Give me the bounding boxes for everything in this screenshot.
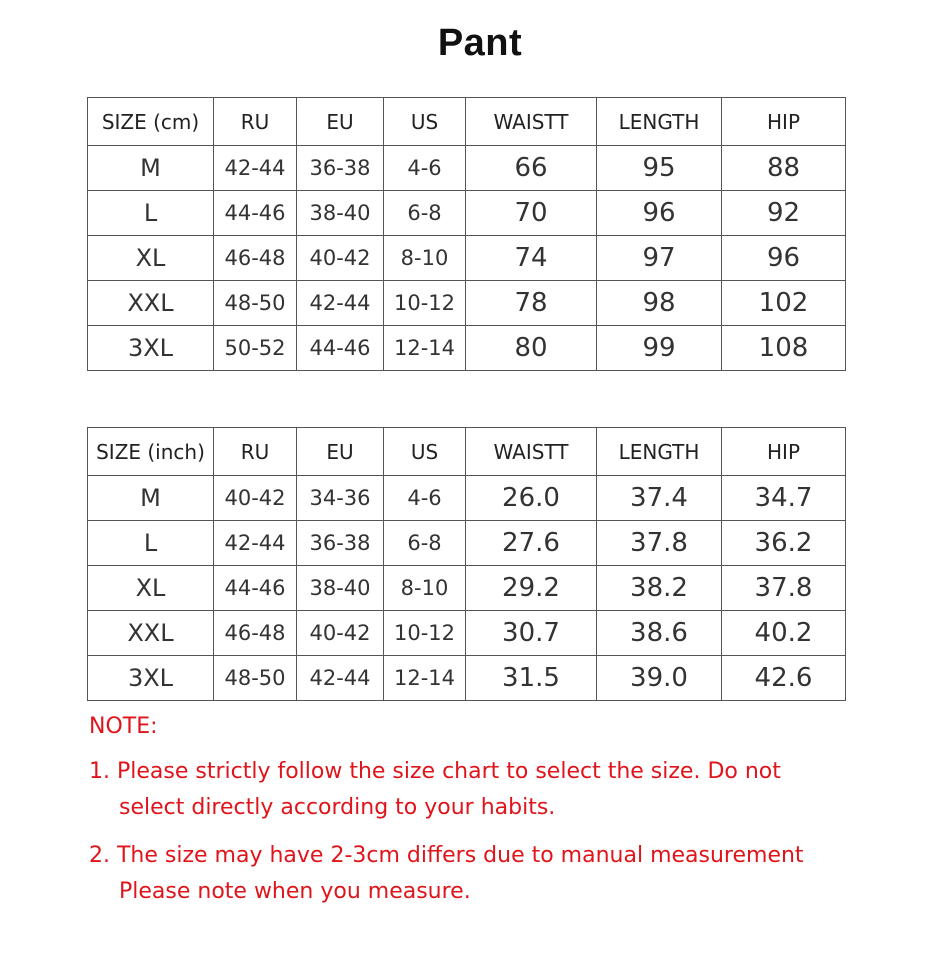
ru-cell: 50-52 — [214, 326, 297, 371]
us-cell: 10-12 — [384, 611, 466, 656]
us-cell: 4-6 — [384, 146, 466, 191]
note-item-2-line-2: Please note when you measure. — [119, 879, 471, 904]
table-row — [88, 656, 846, 701]
length-cell: 95 — [597, 146, 722, 191]
note-item-1-line-1: 1. Please strictly follow the size chart to select the size. Do not — [89, 759, 781, 784]
size-cell: XXL — [88, 611, 214, 656]
size-cell: XL — [88, 566, 214, 611]
note-item-1-line-2: select directly according to your habits. — [119, 795, 556, 820]
header-waist: WAISTT — [466, 428, 597, 476]
length-cell: 38.6 — [597, 611, 722, 656]
hip-cell: 108 — [722, 326, 846, 371]
size-cell: XXL — [88, 281, 214, 326]
header-waist: WAISTT — [466, 98, 597, 146]
us-cell: 8-10 — [384, 236, 466, 281]
eu-cell: 42-44 — [297, 281, 384, 326]
size-cell: 3XL — [88, 656, 214, 701]
header-ru: RU — [214, 428, 297, 476]
hip-cell: 88 — [722, 146, 846, 191]
ru-cell: 42-44 — [214, 521, 297, 566]
ru-cell: 48-50 — [214, 656, 297, 701]
header-us: US — [384, 98, 466, 146]
header-us: US — [384, 428, 466, 476]
us-cell: 12-14 — [384, 656, 466, 701]
hip-cell: 40.2 — [722, 611, 846, 656]
ru-cell: 46-48 — [214, 236, 297, 281]
waist-cell: 70 — [466, 191, 597, 236]
table-row — [88, 281, 846, 326]
table-row — [88, 326, 846, 371]
hip-cell: 102 — [722, 281, 846, 326]
us-cell: 12-14 — [384, 326, 466, 371]
header-length: LENGTH — [597, 428, 722, 476]
table-row — [88, 566, 846, 611]
hip-cell: 92 — [722, 191, 846, 236]
header-length: LENGTH — [597, 98, 722, 146]
eu-cell: 40-42 — [297, 611, 384, 656]
ru-cell: 42-44 — [214, 146, 297, 191]
ru-cell: 46-48 — [214, 611, 297, 656]
waist-cell: 29.2 — [466, 566, 597, 611]
length-cell: 37.8 — [597, 521, 722, 566]
header-eu: EU — [297, 98, 384, 146]
eu-cell: 42-44 — [297, 656, 384, 701]
hip-cell: 36.2 — [722, 521, 846, 566]
hip-cell: 37.8 — [722, 566, 846, 611]
size-table-inch — [87, 427, 846, 701]
us-cell: 6-8 — [384, 191, 466, 236]
ru-cell: 44-46 — [214, 566, 297, 611]
waist-cell: 26.0 — [466, 476, 597, 521]
header-eu: EU — [297, 428, 384, 476]
table-row — [88, 236, 846, 281]
size-cell: L — [88, 191, 214, 236]
eu-cell: 44-46 — [297, 326, 384, 371]
note-item-2-line-1: 2. The size may have 2-3cm differs due to manual measurement — [89, 843, 804, 868]
waist-cell: 78 — [466, 281, 597, 326]
page-title: Pant — [437, 22, 523, 64]
length-cell: 96 — [597, 191, 722, 236]
table-row — [88, 521, 846, 566]
us-cell: 8-10 — [384, 566, 466, 611]
us-cell: 10-12 — [384, 281, 466, 326]
table-row — [88, 191, 846, 236]
length-cell: 38.2 — [597, 566, 722, 611]
ru-cell: 40-42 — [214, 476, 297, 521]
waist-cell: 27.6 — [466, 521, 597, 566]
header-hip: HIP — [722, 428, 846, 476]
length-cell: 37.4 — [597, 476, 722, 521]
length-cell: 99 — [597, 326, 722, 371]
note-title: NOTE: — [89, 714, 158, 739]
header-row — [88, 428, 846, 476]
size-cell: XL — [88, 236, 214, 281]
table-row — [88, 146, 846, 191]
eu-cell: 36-38 — [297, 146, 384, 191]
hip-cell: 96 — [722, 236, 846, 281]
table-row — [88, 476, 846, 521]
header-size: SIZE (cm) — [88, 98, 214, 146]
waist-cell: 80 — [466, 326, 597, 371]
size-cell: L — [88, 521, 214, 566]
size-table-cm — [87, 97, 846, 371]
size-cell: M — [88, 146, 214, 191]
hip-cell: 34.7 — [722, 476, 846, 521]
eu-cell: 40-42 — [297, 236, 384, 281]
ru-cell: 48-50 — [214, 281, 297, 326]
us-cell: 4-6 — [384, 476, 466, 521]
waist-cell: 74 — [466, 236, 597, 281]
length-cell: 98 — [597, 281, 722, 326]
note-item-2 — [89, 838, 804, 910]
size-cell: M — [88, 476, 214, 521]
eu-cell: 38-40 — [297, 566, 384, 611]
ru-cell: 44-46 — [214, 191, 297, 236]
note-item-1 — [89, 754, 781, 826]
waist-cell: 30.7 — [466, 611, 597, 656]
waist-cell: 66 — [466, 146, 597, 191]
hip-cell: 42.6 — [722, 656, 846, 701]
waist-cell: 31.5 — [466, 656, 597, 701]
table-row — [88, 611, 846, 656]
us-cell: 6-8 — [384, 521, 466, 566]
length-cell: 97 — [597, 236, 722, 281]
eu-cell: 38-40 — [297, 191, 384, 236]
eu-cell: 36-38 — [297, 521, 384, 566]
header-ru: RU — [214, 98, 297, 146]
header-hip: HIP — [722, 98, 846, 146]
eu-cell: 34-36 — [297, 476, 384, 521]
header-row — [88, 98, 846, 146]
length-cell: 39.0 — [597, 656, 722, 701]
header-size: SIZE (inch) — [88, 428, 214, 476]
size-cell: 3XL — [88, 326, 214, 371]
